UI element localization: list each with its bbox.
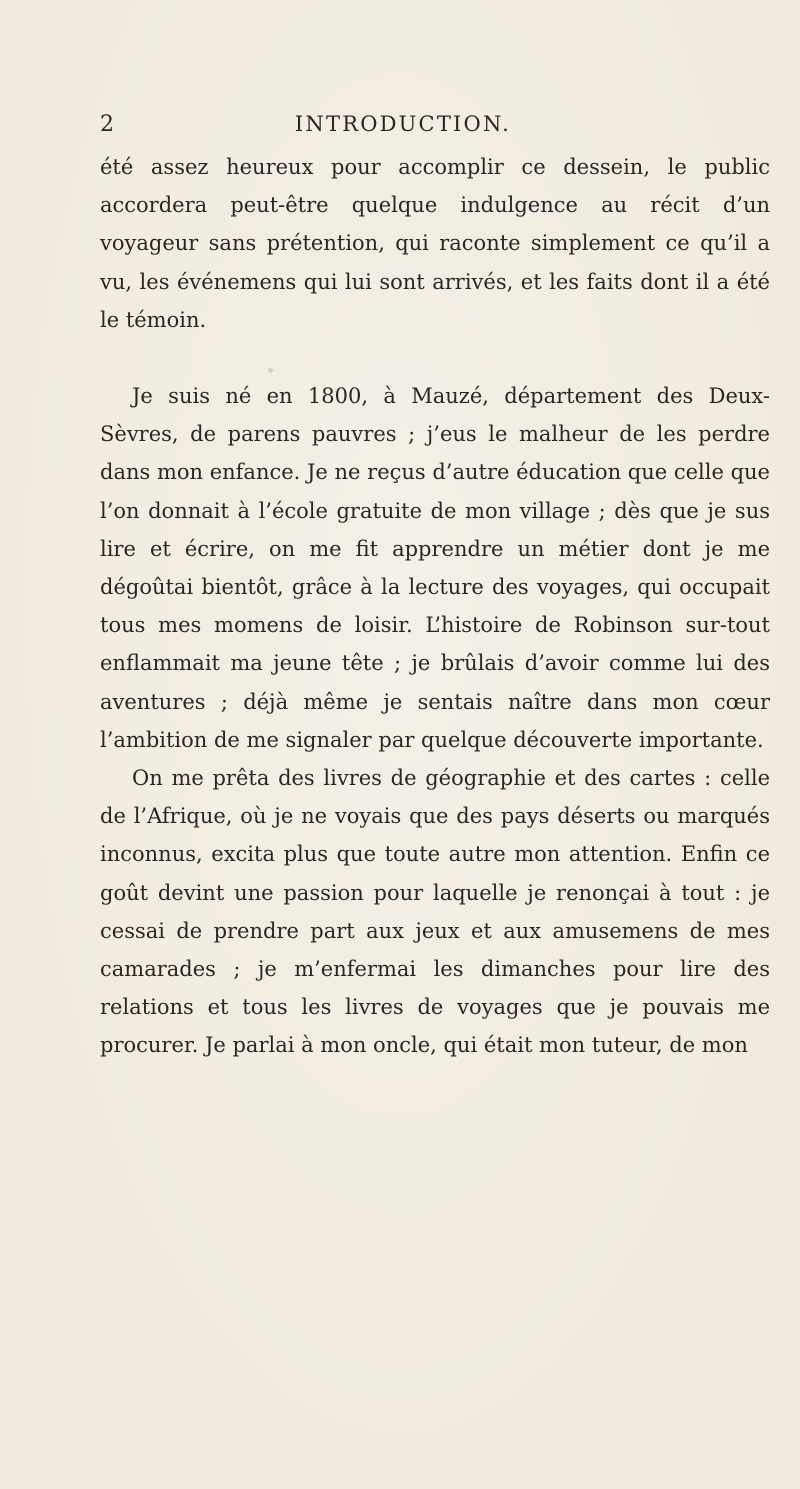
paragraph-3: On me prêta des livres de géographie et des cartes : celle de l’Afrique, où je ne voyais que des pays déserts ou marqués inconnus, excita plus que toute autre mon attention. Enfin ce goût devint une passion pour laquelle je renonçai à tout : je cessai de prendre part aux jeux et aux amusemens de mes camarades ; je m’enfermai les dimanches pour lire des relations et tous les livres de voyages que je pouvais me procurer. Je parlai à mon oncle, qui était mon tuteur, de mon [100,766,770,1058]
running-title: INTRODUCTION. [294,112,512,136]
paragraph-1: été assez heureux pour accomplir ce dessein, le public accordera peut-être quelque indulgence au récit d’un voyageur sans prétention, qui raconte simplement ce qu’il a vu, les événemens qui lui sont arrivés, et les faits dont il a été le témoin. [100,155,770,332]
body-text [100,148,770,1065]
paragraph-2: Je suis né en 1800, à Mauzé, département des Deux-Sèvres, de parens pauvres ; j’eus le malheur de les perdre dans mon enfance. Je ne reçus d’autre éducation que celle que l’on donnait à l’école gratuite de mon village ; dès que je sus lire et écrire, on me fit apprendre un métier dont je me dégoûtai bientôt, grâce à la lecture des voyages, qui occupait tous mes momens de loisir. L’histoire de Robinson sur-tout enflammait ma jeune tête ; je brûlais d’avoir comme lui des aventures ; déjà même je sentais naître dans mon cœur l’ambition de me signaler par quelque découverte importante. [100,384,770,752]
page-header [100,112,706,144]
page-number: 2 [100,112,115,137]
paragraph-gap [100,339,770,377]
